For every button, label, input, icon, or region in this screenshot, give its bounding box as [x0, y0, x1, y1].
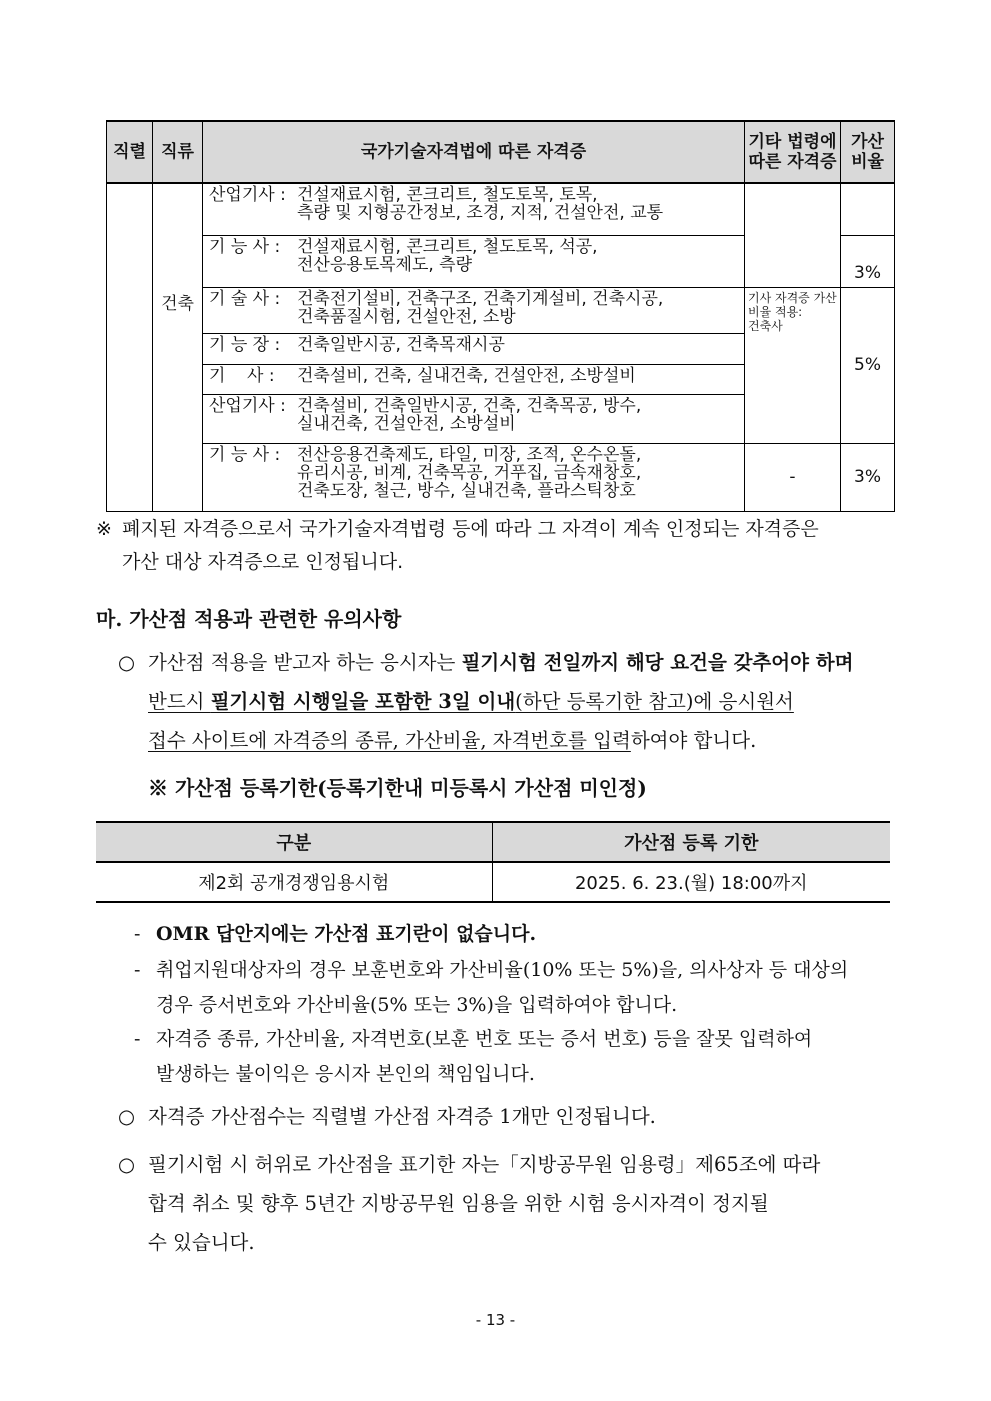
other-cert-cell — [745, 183, 841, 287]
type-cell-top — [153, 183, 203, 287]
table-row: 기 능 사 : 전산응용건축제도, 타일, 미장, 조적, 온수온돌, 유리시공, 비계, 건축목공, 거푸집, 금속재창호, 건축도장, 철근, 방수, 실내건축, 플라스틱창호 — [203, 443, 745, 511]
circle-bullet-icon: ○ — [118, 1105, 136, 1128]
rate-cell: 3% — [841, 235, 895, 287]
table-row: 기 사 : 건축설비, 건축, 실내건축, 건설안전, 소방설비 — [203, 364, 745, 394]
rate-cell: 3% — [841, 443, 895, 511]
list-item: - 자격증 종류, 가산비율, 자격번호(보훈 번호 또는 증서 번호) 등을 잘못 입력하여 발생하는 불이익은 응시자 본인의 책임입니다. — [134, 1028, 813, 1085]
reference-mark-icon: ※ — [96, 518, 112, 540]
abolished-cert-note: ※ 폐지된 자격증으로서 국가기술자격법령 등에 따라 그 자격이 계속 인정되는 자격증은 가산 대상 자격증으로 인정됩니다. — [96, 513, 896, 579]
series-cell — [107, 183, 153, 511]
type-cell: 건축 — [153, 287, 203, 511]
page-number: - 13 - — [475, 1311, 516, 1329]
reg-deadline: 2025. 6. 23.(월) 18:00까지 — [492, 862, 890, 902]
header-other-cert: 기타 법령에 따른 자격증 — [745, 121, 841, 183]
list-item: - 취업지원대상자의 경우 보훈번호와 가산비율(10% 또는 5%)을, 의사상자 등 대상의 경우 증서번호와 가산비율(5% 또는 3%)을 입력하여야 합니다. — [134, 959, 849, 1016]
registration-table — [96, 821, 890, 903]
table-row: 기 술 사 : 건축전기설비, 건축구조, 건축기계설비, 건축시공, 건축품질시험, 건설안전, 소방 — [203, 287, 745, 333]
section-title: 마. 가산점 적용과 관련한 유의사항 — [96, 607, 402, 631]
other-cert-dash: - — [745, 443, 841, 511]
qualification-table — [106, 120, 895, 512]
table-row: 기 능 사 : 건설재료시험, 콘크리트, 철도토목, 석공, 전산응용토목제도, 측량 — [203, 235, 745, 287]
header-rate: 가산 비율 — [841, 121, 895, 183]
header-national-cert: 국가기술자격법에 따른 자격증 — [203, 121, 745, 183]
registration-deadline-title: ※ 가산점 등록기한(등록기한내 미등록시 가산점 미인정) — [148, 776, 647, 800]
table-row: 기 능 장 : 건축일반시공, 건축목재시공 — [203, 333, 745, 364]
list-item: ○ 자격증 가산점수는 직렬별 가산점 자격증 1개만 인정됩니다. — [118, 1097, 896, 1136]
rate-cell: 5% — [841, 287, 895, 443]
header-type: 직류 — [153, 121, 203, 183]
other-cert-note: 기사 자격증 가산 비율 적용: 건축사 — [745, 287, 841, 443]
table-row: 산업기사 : 건축설비, 건축일반시공, 건축, 건축목공, 방수, 실내건축, 건설안전, 소방설비 — [203, 394, 745, 443]
reg-exam-name: 제2회 공개경쟁임용시험 — [96, 862, 492, 902]
list-item: ○ 필기시험 시 허위로 가산점을 표기한 자는「지방공무원 임용령」제65조에 따라 합격 취소 및 향후 5년간 지방공무원 임용을 위한 시험 응시자격이 정지될 수 있습니다. — [118, 1145, 896, 1262]
reg-header-category: 구분 — [96, 822, 492, 862]
reg-header-deadline: 가산점 등록 기한 — [492, 822, 890, 862]
list-item: - OMR 답안지에는 가산점 표기란이 없습니다. — [134, 923, 537, 945]
circle-bullet-icon: ○ — [118, 651, 136, 674]
table-row — [96, 862, 890, 902]
circle-bullet-icon: ○ — [118, 1153, 136, 1176]
table-row: 산업기사 : 건설재료시험, 콘크리트, 철도토목, 토목, 측량 및 지형공간정보, 조경, 지적, 건설안전, 교통 — [203, 183, 745, 235]
list-item: ○ 가산점 적용을 받고자 하는 응시자는 필기시험 전일까지 해당 요건을 갖추어야 하며 반드시 필기시험 시행일을 포함한 3일 이내(하단 등록기한 참고)에 응시원서 접수 사이트에 자격증의 종류, 가산비율, 자격번호를 입력하여야 합니다. — [118, 643, 896, 760]
header-series: 직렬 — [107, 121, 153, 183]
rate-cell-empty — [841, 183, 895, 235]
